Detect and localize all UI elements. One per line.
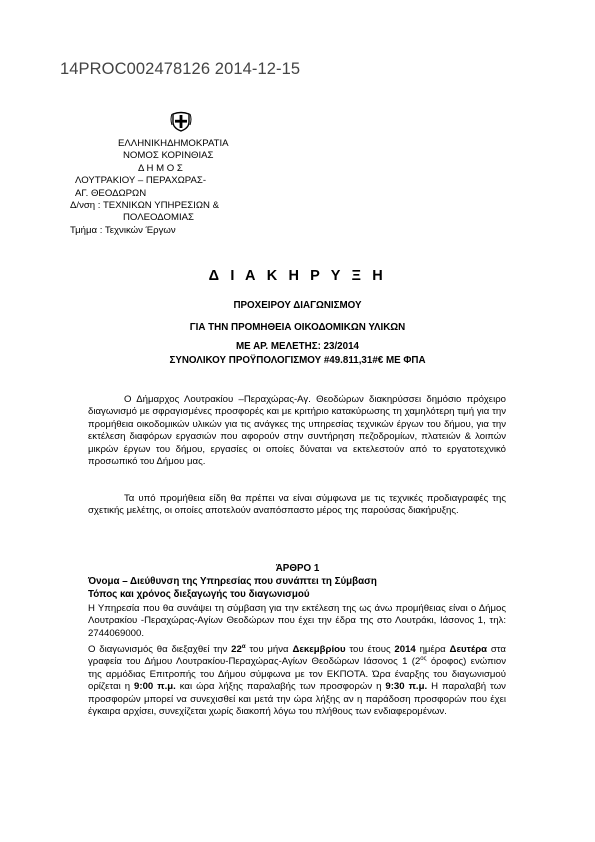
tender-month: Δεκεμβρίου	[292, 644, 346, 655]
text-segment: του μήνα	[245, 644, 293, 655]
header-prefecture: ΝΟΜΟΣ ΚΟΡΙΝΘΙΑΣ	[123, 150, 214, 162]
tender-day: 22	[231, 644, 242, 655]
subtitle-budget: ΣΥΝΟΛΙΚΟΥ ΠΡΟΫΠΟΛΟΓΙΣΜΟΥ #49.811,31#€ ΜΕ ΦΠΑ	[169, 355, 426, 366]
header-directorate: Δ/νση : ΤΕΧΝΙΚΩΝ ΥΠΗΡΕΣΙΩΝ &	[70, 200, 220, 212]
hellenic-coat-of-arms-icon	[170, 110, 192, 132]
header-country: ΕΛΛΗΝΙΚΗΔΗΜΟΚΡΑΤΙΑ	[118, 138, 229, 149]
header-municipality-name: ΛΟΥΤΡΑΚΙΟΥ – ΠΕΡΑΧΩΡΑΣ-	[75, 175, 207, 187]
article-title: ΆΡΘΡΟ 1	[275, 563, 320, 574]
floor-suffix: ος	[420, 656, 427, 663]
header-municipality-label: Δ Η Μ Ο Σ	[138, 162, 183, 174]
document-title: Δ Ι Α Κ Η Ρ Υ Ξ Η	[208, 268, 387, 284]
end-time: 9:30 π.μ.	[385, 681, 428, 693]
text-segment: στα γραφεία του Δήμου Λουτρακίου-Περαχώρας-Αγίων Θεοδώρων Ιάσονος 1 (2	[88, 644, 506, 668]
header-municipality-name-cont: ΑΓ. ΘΕΟΔΩΡΩΝ	[75, 187, 147, 199]
tender-weekday: Δευτέρα	[449, 644, 488, 655]
subtitle-tender-type: ΠΡΟΧΕΙΡΟΥ ΔΙΑΓΩΝΙΣΜΟΥ	[233, 300, 362, 311]
paragraph-specifications: Τα υπό προμήθεια είδη θα πρέπει να είναι σύμφωνα με τις τεχνικές προδιαγραφές της σχετικής μελέτης, οι οποίες αποτελούν αναπόσπαστο μέρος της παρούσας διακήρυξης.	[88, 493, 506, 517]
text-segment: ημέρα	[415, 644, 450, 655]
text-segment: Ο διαγωνισμός θα διεξαχθεί την	[88, 644, 232, 655]
header-directorate-cont: ΠΟΛΕΟΔΟΜΙΑΣ	[123, 212, 194, 224]
tender-year: 2014	[394, 644, 416, 655]
text-segment: και ώρα λήξης παραλαβής των προσφορών η	[175, 681, 386, 693]
issuer-header	[70, 138, 229, 237]
text-segment: όροφος) ενώπιον της αρμόδιας Επιτροπής του Δήμου σύμφωνα με τον ΕΚΠΟΤΑ. Ώρα έναρξης του διαγωνισμού ορίζεται η	[88, 656, 506, 693]
subtitle-subject: ΓΙΑ ΤΗΝ ΠΡΟΜΗΘΕΙΑ ΟΙΚΟΔΟΜΙΚΩΝ ΥΛΙΚΩΝ	[189, 322, 406, 333]
tender-day-suffix: α	[241, 643, 246, 650]
paragraph-announcement: Ο Δήμαρχος Λουτρακίου –Περαχώρας-Αγ. Θεοδώρων διακηρύσσει δημόσιο πρόχειρο διαγωνισμό με σφραγισμένες προσφορές και με κριτήριο κατακύρωσης τη χαμηλότερη τιμή για την προμήθεια οικοδομικών υλικών για τις ανάγκες της υπηρεσίας τεχνικών έργων του δήμου, για την εκτέλεση διαφόρων εργασιών που αφορούν στην συντήρηση πεζοδρομίων, πλατειών & λοιπών μικρών έργων του δήμου, εργασίες οι οποίες δύναται να εκτελεστούν από το εργατοτεχνικό προσωπικό του Δήμου μας.	[88, 394, 506, 468]
paragraph-tender-date	[88, 644, 506, 718]
paragraph-authority: Η Υπηρεσία που θα συνάψει τη σύμβαση για την εκτέλεση της ως άνω προμήθειας είναι ο Δήμος Λουτρακίου -Περαχώρας-Αγίων Θεοδώρων που έχει την έδρα της στο Λουτράκι, Ιάσονος 1, τηλ: 2744069000.	[88, 603, 506, 639]
document-id: 14PROC002478126 2014-12-15	[60, 60, 301, 78]
text-segment: Η παραλαβή των προσφορών μπορεί να συνεχισθεί και μετά την ώρα λήξης αν η παράδοση προσφορών που έχει έγκαιρα αρχίσει, συνεχίζεται χωρίς διακοπή λόγω του πλήθους των ενδιαφερομένων.	[88, 681, 506, 718]
start-time: 9:00 π.μ.	[134, 681, 176, 693]
text-segment: του έτους	[345, 644, 395, 655]
article-heading-place-time: Τόπος και χρόνος διεξαγωγής του διαγωνισμού	[88, 589, 310, 600]
header-department: Τμήμα : Τεχνικών Έργων	[70, 224, 176, 236]
subtitle-study-number: ΜΕ ΑΡ. ΜΕΛΕΤΗΣ: 23/2014	[236, 341, 359, 352]
article-heading-authority: Όνομα – Διεύθυνση της Υπηρεσίας που συνάπτει τη Σύμβαση	[88, 576, 377, 587]
